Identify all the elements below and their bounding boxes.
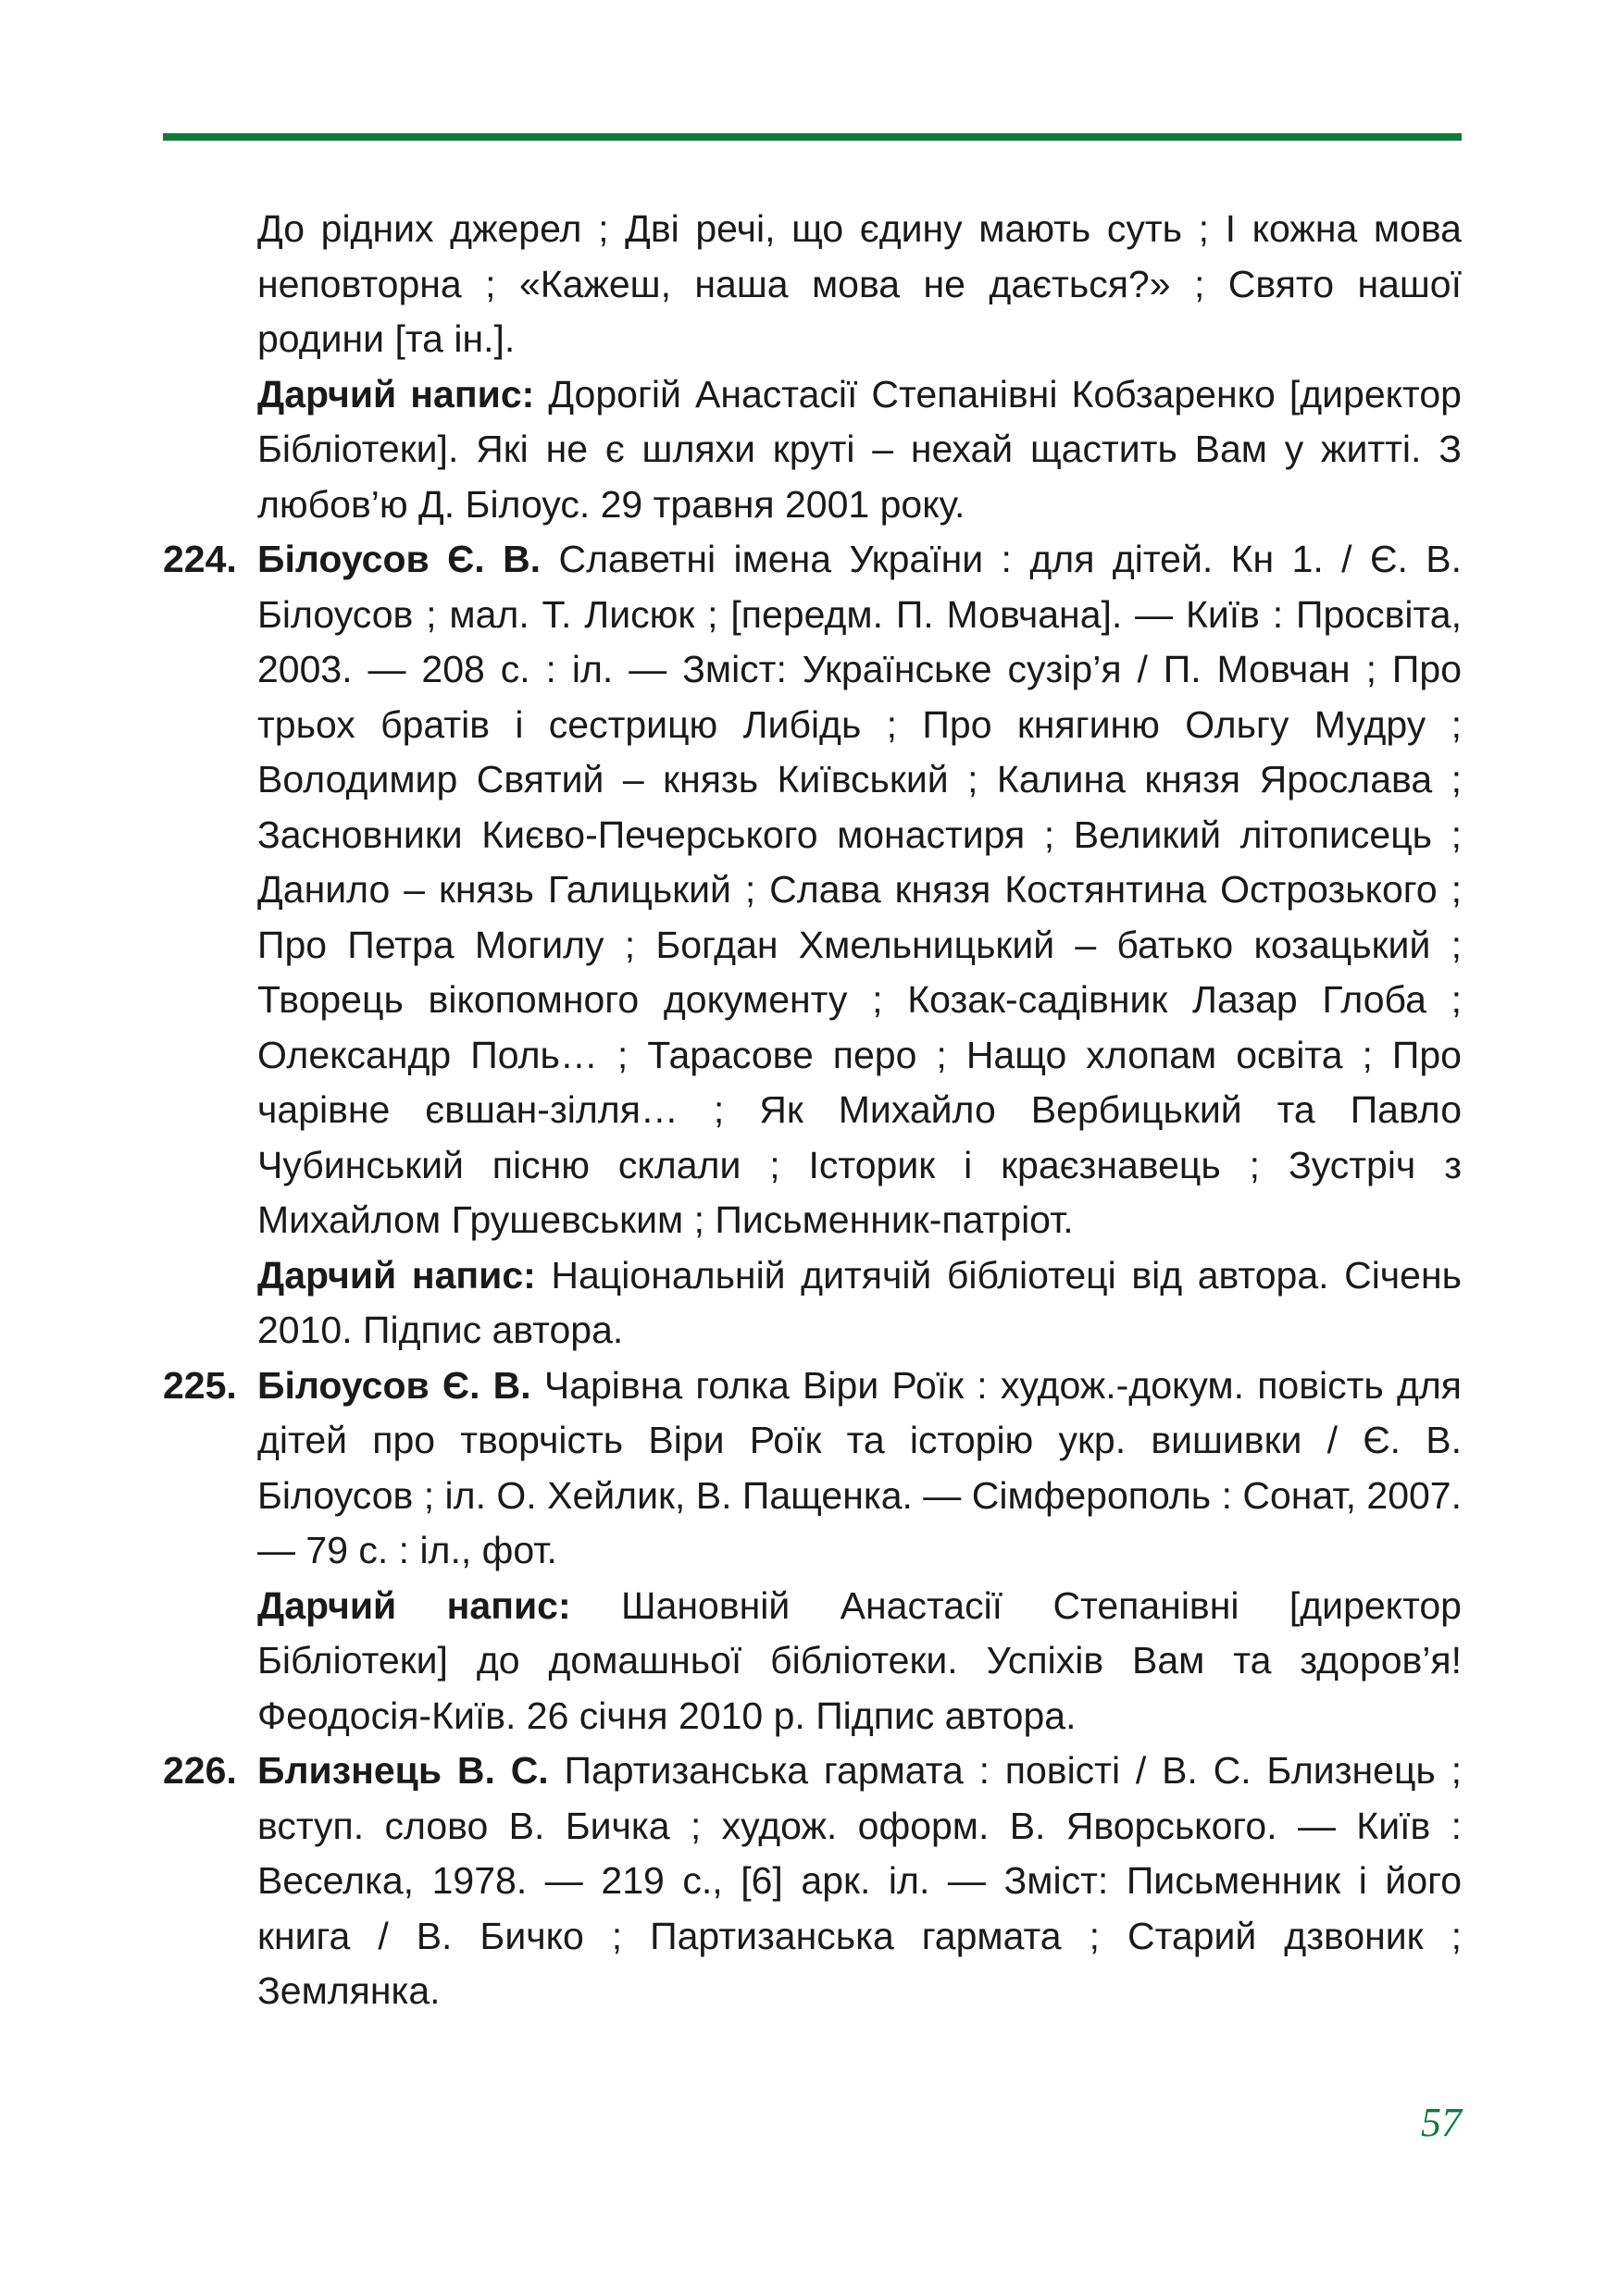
dedication-label: Дарчий напис: <box>257 1253 536 1297</box>
entry-number: 225. <box>163 1363 237 1407</box>
entry-description <box>257 1744 1462 2019</box>
dedication <box>257 1579 1462 1744</box>
dedication-text: Дорогій Анастасії Степанівні Кобзаренко [директор Бібліотеки]. Які не є шляхи круті – нехай щастить Вам у житті. З любов’ю Д. Білоус. 29 травня 2001 року. <box>257 372 1462 526</box>
bibliography-entry-226 <box>163 1744 1462 2019</box>
entry-number: 224. <box>163 538 237 580</box>
header-rule <box>163 133 1462 141</box>
entry-number: 226. <box>163 1749 237 1792</box>
entry-author: Білоусов Є. В. <box>257 538 542 580</box>
dedication-label: Дарчий напис: <box>257 372 535 416</box>
bibliography-entry-224 <box>163 532 1462 1359</box>
bibliography-entry-225 <box>163 1359 1462 1744</box>
continuation-text: До рідних джерел ; Дві речі, що єдину мають суть ; І кожна мова неповторна ; «Кажеш, наша мова не дається?» ; Свято нашої родини [та ін.]. <box>257 207 1462 360</box>
page-number: 57 <box>1421 2100 1462 2145</box>
dedication-text: Шановній Анастасії Степанівні [директор Бібліотеки] до домашньої бібліотеки. Успіхів Вам та здоров’я! Феодосія-Київ. 26 січня 2010 р. Підпис автора. <box>257 1583 1462 1737</box>
dedication <box>257 1248 1462 1359</box>
page-body <box>163 202 1462 2019</box>
entry-author: Білоусов Є. В. <box>257 1363 531 1407</box>
entry-text: Славетні імена України : для дітей. Кн 1. / Є. В. Білоусов ; мал. Т. Лисюк ; [передм. П. Мовчана]. — Київ : Просвіта, 2003. — 208 с. : іл. — Зміст: Українське сузір’я / П. Мовчан ; Про трьох братів і сестрицю Либідь ; Про княгиню Ольгу Мудру ; Володимир Святий – князь Київський ; Калина князя Ярослава ; Засновники Києво-Печерського монастиря ; Великий літописець ; Данило – князь Галицький ; Слава князя Костянтина Острозького ; Про Петра Могилу ; Богдан Хмельницький – батько козацький ; Творець вікопомного документу ; Козак-садівник Лазар Глоба ; Олександр Поль… ; Тарасове перо ; Нащо хлопам освіта ; Про чарівне євшан-зілля… ; Як Михайло Вербицький та Павло Чубинський пісню склали ; Історик і краєзнавець ; Зустріч з Михайлом Грушевським ; Письменник-патріот. <box>257 538 1462 1241</box>
dedication-text: Національній дитячій бібліотеці від автора. Січень 2010. Підпис автора. <box>257 1253 1462 1351</box>
dedication-label: Дарчий напис: <box>257 1583 571 1627</box>
entry-description <box>257 532 1462 1248</box>
continuation-entry <box>163 202 1462 532</box>
entry-text: Партизанська гармата : повісті / В. С. Близнець ; вступ. слово В. Бичка ; худож. оформ. В. Яворського. — Київ : Веселка, 1978. — 219 с., [6] арк. іл. — Зміст: Письменник і його книга / В. Бичко ; Партизанська гармата ; Старий дзвоник ; Землянка. <box>257 1749 1462 2012</box>
entry-author: Близнець В. С. <box>257 1749 549 1792</box>
dedication <box>257 367 1462 533</box>
entry-description <box>257 1359 1462 1579</box>
entry-text: Чарівна голка Віри Роїк : худож.-докум. повість для дітей про творчість Віри Роїк та історію укр. вишивки / Є. В. Білоусов ; іл. О. Хейлик, В. Пащенка. — Сімферополь : Сонат, 2007. — 79 с. : іл., фот. <box>257 1363 1462 1571</box>
